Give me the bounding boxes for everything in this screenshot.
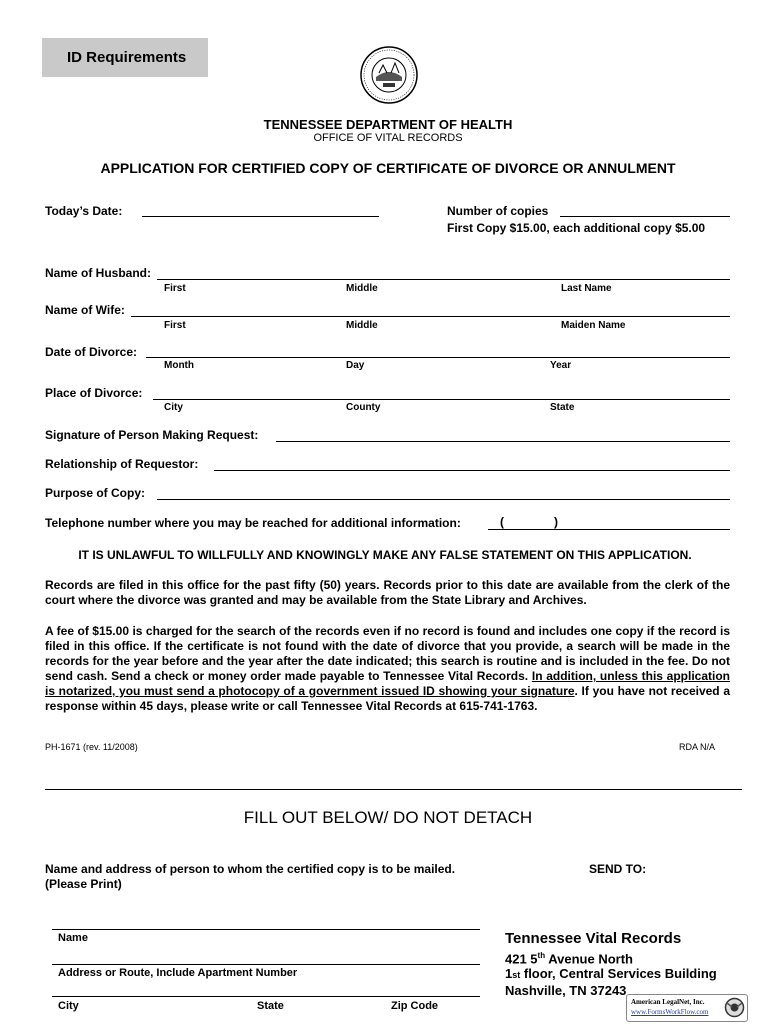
wife-name-field[interactable] (131, 316, 730, 317)
address-floor: 1st floor, Central Services Building (505, 966, 717, 982)
legalnet-url[interactable]: www.FormsWorkFlow.com (631, 1008, 709, 1016)
place-label: Place of Divorce: (45, 386, 143, 400)
telephone-field[interactable] (488, 529, 730, 530)
city-caption: City (164, 402, 183, 413)
please-print-note: (Please Print) (45, 877, 122, 891)
divorce-date-field[interactable] (146, 357, 730, 358)
husband-last-caption: Last Name (561, 283, 612, 294)
signature-label: Signature of Person Making Request: (45, 428, 259, 442)
todays-date-field[interactable] (142, 216, 379, 217)
legalnet-company: American LegalNet, Inc. (631, 998, 705, 1006)
husband-first-caption: First (164, 283, 186, 294)
vital-records-address (505, 931, 717, 998)
copies-label: Number of copies (447, 204, 549, 218)
mail-state-caption: State (257, 1000, 284, 1012)
form-title: APPLICATION FOR CERTIFIED COPY OF CERTIFICATE OF DIVORCE OR ANNULMENT (100, 160, 676, 176)
mail-name-field[interactable] (52, 929, 480, 930)
state-seal-icon (359, 45, 419, 105)
wife-first-caption: First (164, 320, 186, 331)
fee-paragraph (45, 624, 730, 714)
day-caption: Day (346, 360, 365, 371)
mail-instructions: Name and address of person to whom the certified copy is to be mailed. (45, 862, 456, 876)
address-org: Tennessee Vital Records (505, 930, 682, 947)
husband-middle-caption: Middle (346, 283, 378, 294)
state-caption: State (550, 402, 575, 413)
id-requirement-underlined: In addition, unless this application is notarized, you must send a photocopy of a government issued ID showing your signature (45, 669, 730, 698)
department-name: TENNESSEE DEPARTMENT OF HEALTH (263, 117, 513, 132)
fee-paragraph-end: . If you have not received a response within 45 days, please write or call Tennessee Vital Records at 615-741-1763. (45, 684, 730, 713)
husband-label: Name of Husband: (45, 266, 152, 280)
records-paragraph: Records are filed in this office for the past fifty (50) years. Records prior to this date are available from the clerk of the court where the divorce was granted and may be available from the State Library and Archives. (45, 578, 730, 607)
rda-note: RDA N/A (679, 742, 716, 752)
month-caption: Month (164, 360, 194, 371)
address-street: 421 5th Avenue North (505, 951, 633, 967)
wife-label: Name of Wife: (45, 303, 125, 317)
telephone-label: Telephone number where you may be reached for additional information: (45, 516, 461, 530)
fee-note: First Copy $15.00, each additional copy $5.00 (447, 221, 706, 235)
mail-address-field[interactable] (52, 964, 480, 965)
mail-zip-caption: Zip Code (391, 1000, 439, 1012)
wife-maiden-caption: Maiden Name (561, 320, 626, 331)
mail-city-caption: City (58, 1000, 79, 1012)
phone-close-paren: ) (554, 515, 558, 529)
fee-paragraph-main: A fee of $15.00 is charged for the search of the records even if no record is found and includes one copy if the record is filed in this office. If the certificate is not found with the date of divorce that you provide, a search will be made in the records for the year before and the year after the date indicated; this search is routine and is included in the fee. Do not send cash. Send a check or money order made payable to Tennessee Vital Records. (45, 624, 730, 683)
year-caption: Year (550, 360, 572, 371)
purpose-field[interactable] (157, 499, 730, 500)
false-statement-warning: IT IS UNLAWFUL TO WILLFULLY AND KNOWINGLY MAKE ANY FALSE STATEMENT ON THIS APPLICATION. (78, 548, 692, 562)
badge-label: ID Requirements (67, 49, 187, 66)
mail-name-caption: Name (58, 932, 88, 944)
mail-city-field[interactable] (52, 996, 480, 997)
address-city: Nashville, TN 37243 (505, 983, 627, 999)
id-requirements-badge[interactable] (42, 38, 208, 77)
form-number: PH-1671 (rev. 11/2008) (45, 742, 138, 752)
legalnet-footer[interactable] (626, 994, 748, 1022)
mail-address-caption: Address or Route, Include Apartment Number (58, 967, 298, 979)
divorce-date-label: Date of Divorce: (45, 345, 138, 359)
relationship-label: Relationship of Requestor: (45, 457, 199, 471)
wife-middle-caption: Middle (346, 320, 378, 331)
section-divider (45, 789, 742, 790)
todays-date-label: Today’s Date: (45, 204, 123, 218)
relationship-field[interactable] (214, 470, 730, 471)
office-name: OFFICE OF VITAL RECORDS (313, 132, 463, 144)
phone-open-paren: ( (500, 515, 504, 529)
husband-name-field[interactable] (157, 279, 730, 280)
send-to-label: SEND TO: (589, 862, 647, 876)
county-caption: County (346, 402, 381, 413)
signature-field[interactable] (276, 441, 730, 442)
copies-field[interactable] (560, 216, 730, 217)
detach-heading: FILL OUT BELOW/ DO NOT DETACH (243, 808, 533, 827)
purpose-label: Purpose of Copy: (45, 486, 146, 500)
place-field[interactable] (153, 399, 730, 400)
legalnet-logo-icon (724, 997, 745, 1018)
